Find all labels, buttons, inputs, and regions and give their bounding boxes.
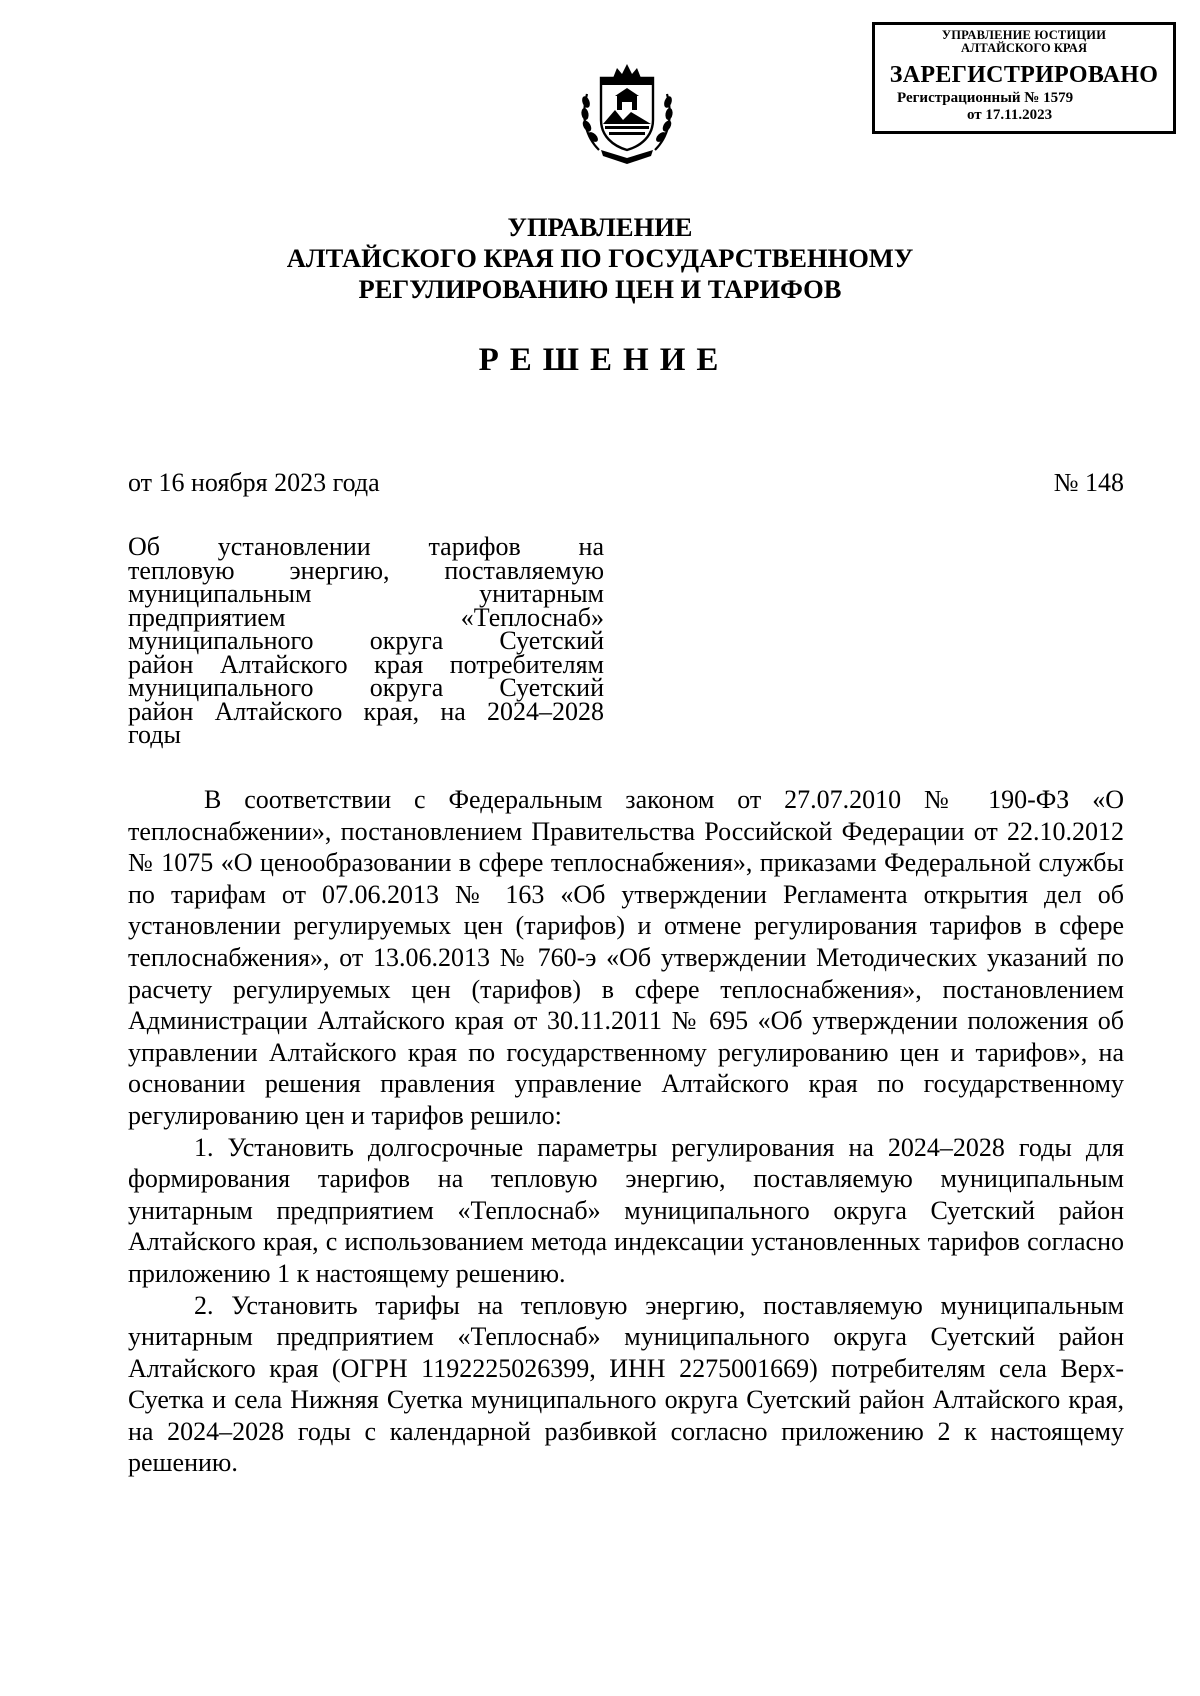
- subject-line: муниципального округа Суетский: [128, 673, 604, 702]
- subject-line: тепловую энергию, поставляемую: [128, 555, 604, 585]
- subject-line: муниципального округа Суетский: [128, 626, 604, 655]
- stamp-reg-number: Регистрационный № 1579: [897, 90, 1074, 106]
- subject-line: предприятием «Теплоснаб»: [128, 602, 604, 632]
- subject-line: муниципальным унитарным: [128, 579, 604, 608]
- decision-item-1: 1. Установить долгосрочные параметры регулирования на 2024–2028 годы для формирования тарифов на тепловую энергию, поставляемую муниципальным унитарным предприятием «Теплоснаб» муниципального округа Суетский район Алтайского края, с использованием метода индексации установленных тарифов согласно приложению 1 к настоящему решению.: [128, 1132, 1124, 1288]
- subject-line: район Алтайского края потребителям: [128, 649, 604, 679]
- coat-of-arms-icon: [577, 58, 677, 168]
- document-body: [128, 784, 1124, 1479]
- stamp-status: ЗАРЕГИСТРИРОВАНО: [889, 62, 1159, 88]
- stamp-agency-line2: АЛТАЙСКОГО КРАЯ: [961, 41, 1087, 55]
- preamble-paragraph: В соответствии с Федеральным законом от 27.07.2010 № 190-ФЗ «О теплоснабжении», постановлением Правительства Российской Федерации от 22.10.2012 № 1075 «О ценообразовании в сфере теплоснабжения», приказами Федеральной службы по тарифам от 07.06.2013 № 163 «Об утверждении Регламента открытия дел об установлении регулируемых цен (тарифов) и отмене регулирования тарифов в сфере теплоснабжения», от 13.06.2013 № 760-э «Об утверждении Методических указаний по расчету регулируемых цен (тарифов) в сфере теплоснабжения», постановлением Администрации Алтайского края от 30.11.2011 № 695 «Об утверждении положения об управлении Алтайского края по государственному регулированию цен и тарифов», на основании решения правления управление Алтайского края по государственному регулированию цен и тарифов решило:: [128, 785, 1124, 1130]
- authority-line2: АЛТАЙСКОГО КРАЯ ПО ГОСУДАРСТВЕННОМУ: [286, 243, 914, 273]
- subject-line: Об установлении тарифов на: [128, 532, 604, 561]
- registration-stamp: [872, 22, 1176, 134]
- document-date: от 16 ноября 2023 года: [128, 468, 380, 497]
- authority-name: [0, 212, 1200, 305]
- document-number: № 148: [1053, 468, 1124, 497]
- authority-line1: УПРАВЛЕНИЕ: [507, 212, 693, 242]
- decision-item-2: 2. Установить тарифы на тепловую энергию, поставляемую муниципальным унитарным предприятием «Теплоснаб» муниципального округа Суетский район Алтайского края (ОГРН 1192225026399, ИНН 2275001669) потребителям села Верх-Суетка и села Нижняя Суетка муниципального округа Суетский район Алтайского края, на 2024–2028 годы с календарной разбивкой согласно приложению 2 к настоящему решению.: [128, 1290, 1124, 1478]
- document-type-heading: РЕШЕНИЕ: [478, 342, 730, 378]
- document-subject: [128, 532, 604, 749]
- authority-line3: РЕГУЛИРОВАНИЮ ЦЕН И ТАРИФОВ: [358, 274, 842, 304]
- subject-line: район Алтайского края, на 2024–2028: [128, 696, 604, 726]
- stamp-agency-line1: УПРАВЛЕНИЕ ЮСТИЦИИ: [941, 28, 1107, 42]
- subject-line: годы: [128, 720, 181, 749]
- stamp-reg-date: от 17.11.2023: [967, 107, 1053, 123]
